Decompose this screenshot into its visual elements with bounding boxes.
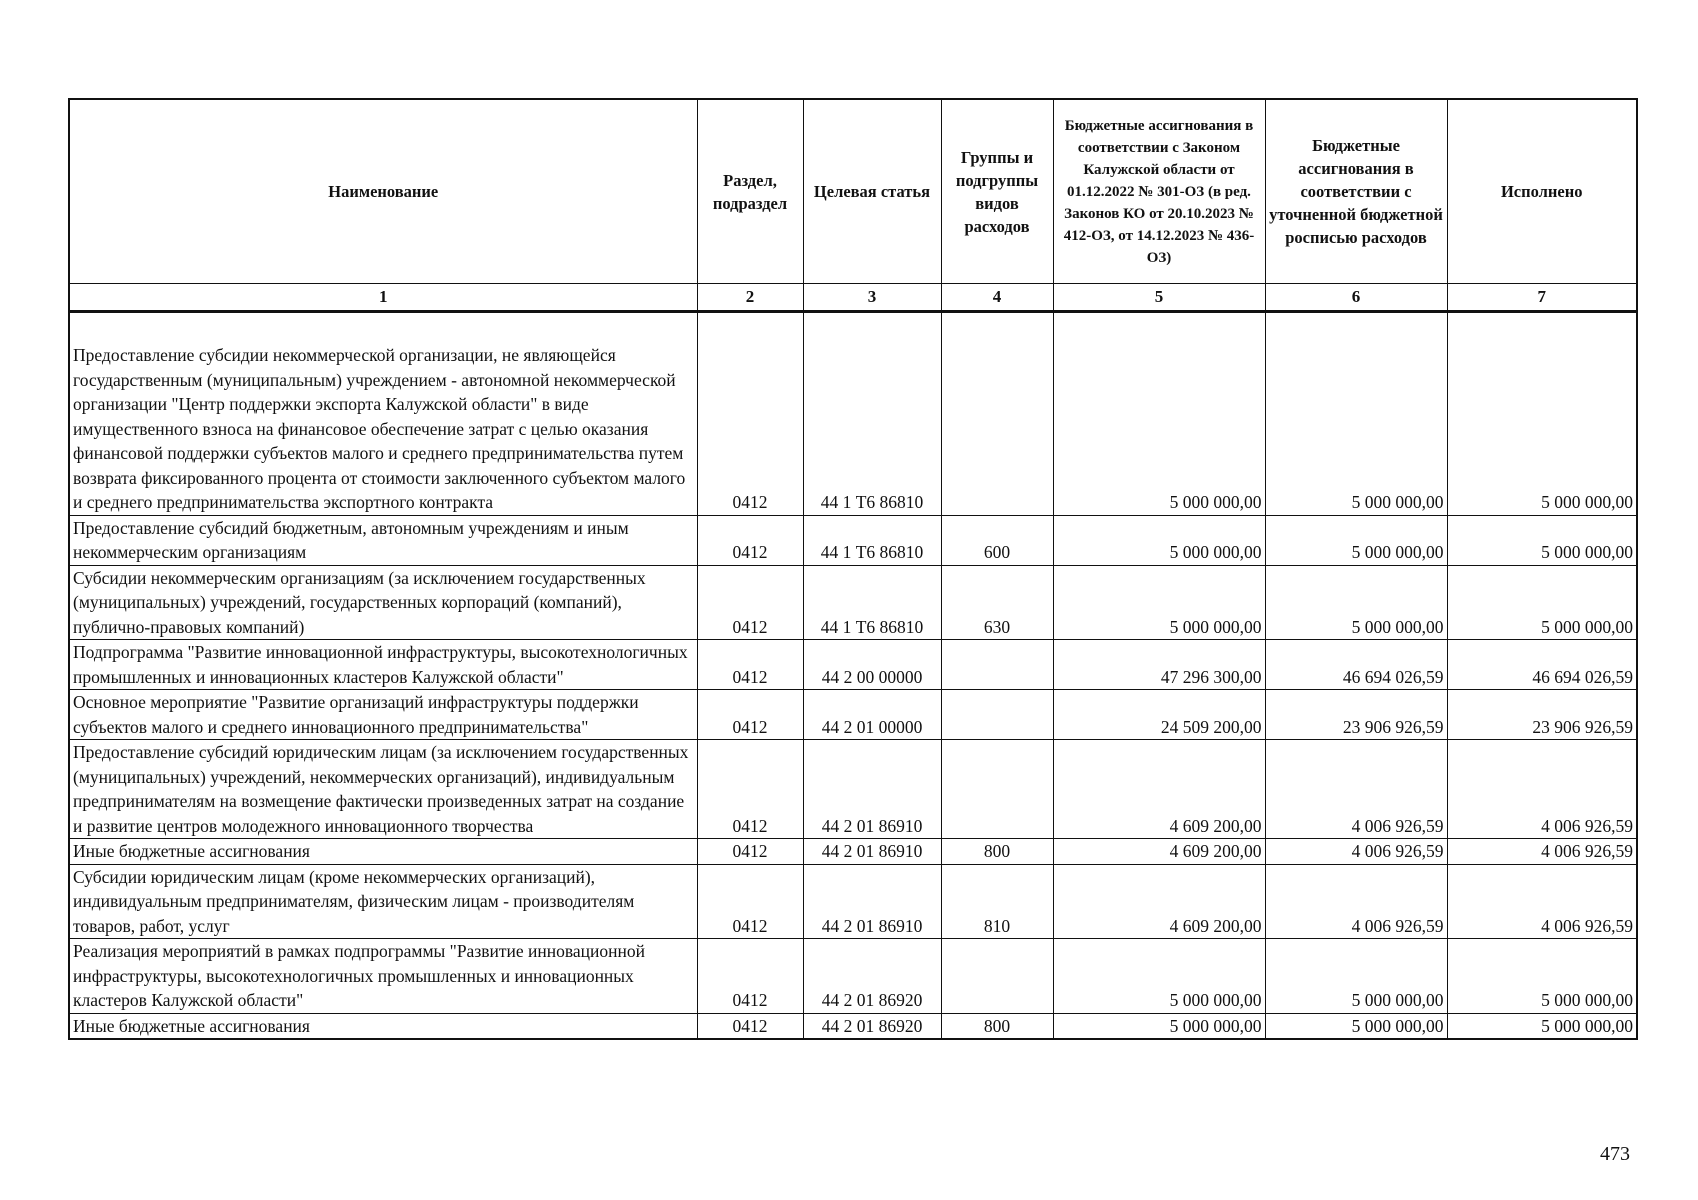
- cell-section: 0412: [697, 939, 803, 1014]
- table-row: [69, 939, 1637, 1014]
- cell-article: 44 2 01 86920: [803, 939, 941, 1014]
- cell-section: 0412: [697, 864, 803, 939]
- header-article: Целевая статья: [803, 99, 941, 284]
- header-row: [69, 99, 1637, 284]
- cell-group: [941, 640, 1053, 690]
- cell-group: 800: [941, 1013, 1053, 1039]
- cell-executed: 4 006 926,59: [1447, 839, 1637, 865]
- cell-article: 44 2 01 86920: [803, 1013, 941, 1039]
- cell-group: [941, 740, 1053, 839]
- table-row: [69, 864, 1637, 939]
- cell-section: 0412: [697, 640, 803, 690]
- cell-group: 630: [941, 565, 1053, 640]
- cell-article: 44 2 00 00000: [803, 640, 941, 690]
- cell-law-allocations: 5 000 000,00: [1053, 312, 1265, 516]
- budget-table: [68, 98, 1638, 1040]
- cell-refined-allocations: 5 000 000,00: [1265, 312, 1447, 516]
- cell-section: 0412: [697, 565, 803, 640]
- cell-name: Субсидии юридическим лицам (кроме некоммерческих организаций), индивидуальным предпринимателям, физическим лицам - производителям товаров, работ, услуг: [69, 864, 697, 939]
- cell-law-allocations: 5 000 000,00: [1053, 1013, 1265, 1039]
- cell-name: Основное мероприятие "Развитие организаций инфраструктуры поддержки субъектов малого и среднего инновационного предпринимательства": [69, 690, 697, 740]
- cell-law-allocations: 5 000 000,00: [1053, 939, 1265, 1014]
- cell-executed: 5 000 000,00: [1447, 312, 1637, 516]
- header-refined-allocations: Бюджетные ассигнования в соответствии с уточненной бюджетной росписью расходов: [1265, 99, 1447, 284]
- table-body: [69, 312, 1637, 1040]
- cell-law-allocations: 24 509 200,00: [1053, 690, 1265, 740]
- cell-refined-allocations: 5 000 000,00: [1265, 939, 1447, 1014]
- cell-section: 0412: [697, 1013, 803, 1039]
- column-number-row: [69, 284, 1637, 312]
- cell-group: [941, 939, 1053, 1014]
- cell-name: Предоставление субсидий бюджетным, автономным учреждениям и иным некоммерческим организациям: [69, 515, 697, 565]
- cell-section: 0412: [697, 690, 803, 740]
- cell-refined-allocations: 5 000 000,00: [1265, 565, 1447, 640]
- cell-name: Предоставление субсидий юридическим лицам (за исключением государственных (муниципальных) учреждений, некоммерческих организаций), индивидуальным предпринимателям на возмещение фактически произведенных затрат на создание и развитие центров молодежного инновационного творчества: [69, 740, 697, 839]
- cell-article: 44 1 Т6 86810: [803, 515, 941, 565]
- table-row: [69, 839, 1637, 865]
- column-number: 7: [1447, 284, 1637, 312]
- cell-article: 44 2 01 86910: [803, 839, 941, 865]
- cell-executed: 5 000 000,00: [1447, 1013, 1637, 1039]
- cell-executed: 5 000 000,00: [1447, 939, 1637, 1014]
- cell-article: 44 2 01 86910: [803, 864, 941, 939]
- table-row: [69, 640, 1637, 690]
- cell-law-allocations: 4 609 200,00: [1053, 864, 1265, 939]
- cell-name: Иные бюджетные ассигнования: [69, 1013, 697, 1039]
- cell-refined-allocations: 4 006 926,59: [1265, 740, 1447, 839]
- column-number: 1: [69, 284, 697, 312]
- table-row: [69, 740, 1637, 839]
- cell-article: 44 1 Т6 86810: [803, 312, 941, 516]
- cell-refined-allocations: 5 000 000,00: [1265, 1013, 1447, 1039]
- table-row: [69, 690, 1637, 740]
- cell-group: [941, 312, 1053, 516]
- cell-executed: 4 006 926,59: [1447, 864, 1637, 939]
- cell-refined-allocations: 5 000 000,00: [1265, 515, 1447, 565]
- cell-executed: 23 906 926,59: [1447, 690, 1637, 740]
- cell-name: Иные бюджетные ассигнования: [69, 839, 697, 865]
- table-header: [69, 99, 1637, 312]
- cell-section: 0412: [697, 740, 803, 839]
- cell-executed: 5 000 000,00: [1447, 565, 1637, 640]
- cell-group: 600: [941, 515, 1053, 565]
- column-number: 4: [941, 284, 1053, 312]
- cell-section: 0412: [697, 839, 803, 865]
- cell-law-allocations: 4 609 200,00: [1053, 839, 1265, 865]
- cell-article: 44 2 01 86910: [803, 740, 941, 839]
- cell-group: 800: [941, 839, 1053, 865]
- cell-law-allocations: 4 609 200,00: [1053, 740, 1265, 839]
- cell-group: 810: [941, 864, 1053, 939]
- table-row: [69, 515, 1637, 565]
- cell-refined-allocations: 4 006 926,59: [1265, 864, 1447, 939]
- header-name: Наименование: [69, 99, 697, 284]
- table-row: [69, 565, 1637, 640]
- cell-law-allocations: 47 296 300,00: [1053, 640, 1265, 690]
- cell-section: 0412: [697, 312, 803, 516]
- cell-executed: 5 000 000,00: [1447, 515, 1637, 565]
- cell-law-allocations: 5 000 000,00: [1053, 515, 1265, 565]
- cell-refined-allocations: 4 006 926,59: [1265, 839, 1447, 865]
- cell-executed: 4 006 926,59: [1447, 740, 1637, 839]
- table-row: [69, 1013, 1637, 1039]
- cell-name: Субсидии некоммерческим организациям (за исключением государственных (муниципальных) учреждений, государственных корпораций (компаний), публично-правовых компаний): [69, 565, 697, 640]
- cell-article: 44 2 01 00000: [803, 690, 941, 740]
- cell-section: 0412: [697, 515, 803, 565]
- table-row: [69, 312, 1637, 516]
- column-number: 2: [697, 284, 803, 312]
- header-group: Группы и подгруппы видов расходов: [941, 99, 1053, 284]
- cell-group: [941, 690, 1053, 740]
- cell-refined-allocations: 46 694 026,59: [1265, 640, 1447, 690]
- cell-name: Подпрограмма "Развитие инновационной инфраструктуры, высокотехнологичных промышленных и инновационных кластеров Калужской области": [69, 640, 697, 690]
- page-number: 473: [1600, 1143, 1630, 1165]
- cell-executed: 46 694 026,59: [1447, 640, 1637, 690]
- header-executed: Исполнено: [1447, 99, 1637, 284]
- cell-name: Реализация мероприятий в рамках подпрограммы "Развитие инновационной инфраструктуры, высокотехнологичных промышленных и инновационных кластеров Калужской области": [69, 939, 697, 1014]
- cell-name: Предоставление субсидии некоммерческой организации, не являющейся государственным (муниципальным) учреждением - автономной некоммерческой организации "Центр поддержки экспорта Калужской области" в виде имущественного взноса на финансовое обеспечение затрат с целью оказания финансовой поддержки субъектов малого и среднего предпринимательства путем возврата фиксированного процента от стоимости заключенного субъектом малого и среднего предпринимательства экспортного контракта: [69, 312, 697, 516]
- column-number: 6: [1265, 284, 1447, 312]
- cell-refined-allocations: 23 906 926,59: [1265, 690, 1447, 740]
- cell-law-allocations: 5 000 000,00: [1053, 565, 1265, 640]
- header-law-allocations: Бюджетные ассигнования в соответствии с Законом Калужской области от 01.12.2022 № 301-ОЗ (в ред. Законов КО от 20.10.2023 № 412-ОЗ, от 14.12.2023 № 436-ОЗ): [1053, 99, 1265, 284]
- cell-article: 44 1 Т6 86810: [803, 565, 941, 640]
- column-number: 3: [803, 284, 941, 312]
- column-number: 5: [1053, 284, 1265, 312]
- header-section: Раздел, подраздел: [697, 99, 803, 284]
